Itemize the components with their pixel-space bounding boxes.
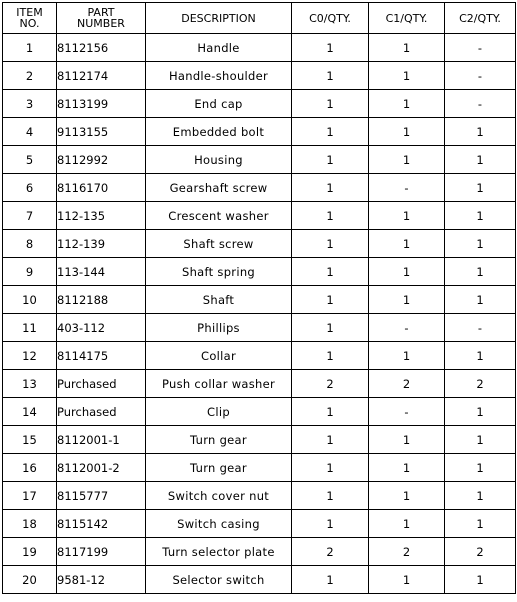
cell-description: Gearshaft screw: [146, 174, 292, 202]
cell-item-no: 15: [3, 426, 57, 454]
cell-c2-qty: 1: [445, 482, 516, 510]
cell-item-no: 7: [3, 202, 57, 230]
cell-c0-qty: 1: [292, 230, 369, 258]
cell-c2-qty: 1: [445, 174, 516, 202]
cell-item-no: 11: [3, 314, 57, 342]
cell-description: Turn gear: [146, 454, 292, 482]
table-row: [3, 566, 516, 594]
cell-description: End cap: [146, 90, 292, 118]
cell-c2-qty: -: [445, 90, 516, 118]
cell-c2-qty: -: [445, 62, 516, 90]
table-row: [3, 62, 516, 90]
cell-c0-qty: 1: [292, 174, 369, 202]
table-row: [3, 426, 516, 454]
table-row: [3, 146, 516, 174]
cell-c0-qty: 1: [292, 314, 369, 342]
cell-part-number: 8115777: [57, 482, 146, 510]
cell-c1-qty: 1: [369, 90, 445, 118]
cell-part-number: Purchased: [57, 370, 146, 398]
cell-c1-qty: 1: [369, 566, 445, 594]
cell-item-no: 4: [3, 118, 57, 146]
cell-item-no: 9: [3, 258, 57, 286]
cell-c0-qty: 1: [292, 342, 369, 370]
cell-part-number: 8112188: [57, 286, 146, 314]
cell-c0-qty: 1: [292, 90, 369, 118]
cell-c2-qty: 1: [445, 566, 516, 594]
table-row: [3, 286, 516, 314]
cell-item-no: 5: [3, 146, 57, 174]
cell-item-no: 2: [3, 62, 57, 90]
cell-c0-qty: 2: [292, 538, 369, 566]
cell-item-no: 14: [3, 398, 57, 426]
cell-item-no: 20: [3, 566, 57, 594]
cell-c1-qty: 2: [369, 370, 445, 398]
cell-c2-qty: -: [445, 34, 516, 62]
cell-c1-qty: 1: [369, 342, 445, 370]
cell-description: Housing: [146, 146, 292, 174]
cell-c1-qty: -: [369, 174, 445, 202]
header-c1-qty: C1/QTY.: [369, 3, 445, 34]
table-row: [3, 370, 516, 398]
cell-c1-qty: 1: [369, 510, 445, 538]
cell-c1-qty: 1: [369, 454, 445, 482]
cell-part-number: Purchased: [57, 398, 146, 426]
cell-description: Shaft spring: [146, 258, 292, 286]
header-c2-qty: C2/QTY.: [445, 3, 516, 34]
cell-part-number: 9581-12: [57, 566, 146, 594]
cell-c0-qty: 1: [292, 118, 369, 146]
cell-c2-qty: 1: [445, 286, 516, 314]
cell-c0-qty: 1: [292, 146, 369, 174]
cell-c2-qty: 1: [445, 118, 516, 146]
cell-item-no: 10: [3, 286, 57, 314]
cell-description: Clip: [146, 398, 292, 426]
cell-part-number: 8114175: [57, 342, 146, 370]
header-item-line1: ITEM: [16, 6, 43, 19]
cell-item-no: 17: [3, 482, 57, 510]
table-row: [3, 230, 516, 258]
cell-c1-qty: 1: [369, 202, 445, 230]
cell-c0-qty: 1: [292, 286, 369, 314]
cell-c1-qty: 1: [369, 34, 445, 62]
cell-part-number: 8115142: [57, 510, 146, 538]
cell-c1-qty: -: [369, 314, 445, 342]
cell-c0-qty: 1: [292, 510, 369, 538]
cell-c2-qty: 1: [445, 258, 516, 286]
table-row: [3, 482, 516, 510]
cell-part-number: 112-139: [57, 230, 146, 258]
cell-c2-qty: 1: [445, 230, 516, 258]
table-row: [3, 398, 516, 426]
cell-c0-qty: 1: [292, 454, 369, 482]
cell-c1-qty: 1: [369, 118, 445, 146]
cell-c2-qty: 2: [445, 538, 516, 566]
bill-of-materials-table: [2, 2, 516, 594]
cell-c0-qty: 1: [292, 398, 369, 426]
cell-c0-qty: 1: [292, 258, 369, 286]
table-row: [3, 538, 516, 566]
cell-description: Turn selector plate: [146, 538, 292, 566]
cell-description: Switch casing: [146, 510, 292, 538]
cell-c1-qty: 1: [369, 286, 445, 314]
cell-item-no: 3: [3, 90, 57, 118]
cell-c2-qty: -: [445, 314, 516, 342]
cell-c1-qty: -: [369, 398, 445, 426]
cell-part-number: 8112992: [57, 146, 146, 174]
header-description: DESCRIPTION: [146, 3, 292, 34]
cell-part-number: 8112174: [57, 62, 146, 90]
cell-c1-qty: 1: [369, 146, 445, 174]
table-row: [3, 90, 516, 118]
table-row: [3, 118, 516, 146]
cell-c2-qty: 1: [445, 510, 516, 538]
cell-item-no: 12: [3, 342, 57, 370]
cell-c1-qty: 2: [369, 538, 445, 566]
cell-item-no: 16: [3, 454, 57, 482]
table-row: [3, 174, 516, 202]
cell-part-number: 9113155: [57, 118, 146, 146]
cell-part-number: 403-112: [57, 314, 146, 342]
cell-part-number: 8117199: [57, 538, 146, 566]
cell-c2-qty: 1: [445, 146, 516, 174]
table-row: [3, 314, 516, 342]
cell-c0-qty: 1: [292, 202, 369, 230]
cell-c2-qty: 1: [445, 454, 516, 482]
cell-item-no: 1: [3, 34, 57, 62]
cell-part-number: 8116170: [57, 174, 146, 202]
cell-description: Turn gear: [146, 426, 292, 454]
header-item-line2: NO.: [19, 17, 40, 30]
cell-description: Shaft screw: [146, 230, 292, 258]
header-part-line1: PART: [87, 6, 115, 19]
cell-part-number: 8112001-1: [57, 426, 146, 454]
cell-part-number: 113-144: [57, 258, 146, 286]
cell-description: Phillips: [146, 314, 292, 342]
cell-c1-qty: 1: [369, 482, 445, 510]
cell-c1-qty: 1: [369, 230, 445, 258]
cell-description: Push collar washer: [146, 370, 292, 398]
cell-item-no: 18: [3, 510, 57, 538]
cell-c0-qty: 1: [292, 566, 369, 594]
table-row: [3, 202, 516, 230]
table-row: [3, 258, 516, 286]
header-part-number: [57, 3, 146, 34]
cell-c0-qty: 1: [292, 34, 369, 62]
table-body: [3, 34, 516, 594]
cell-description: Shaft: [146, 286, 292, 314]
cell-c0-qty: 1: [292, 62, 369, 90]
cell-description: Switch cover nut: [146, 482, 292, 510]
cell-c2-qty: 1: [445, 426, 516, 454]
table-row: [3, 454, 516, 482]
cell-item-no: 6: [3, 174, 57, 202]
table-row: [3, 510, 516, 538]
cell-c0-qty: 2: [292, 370, 369, 398]
cell-description: Handle-shoulder: [146, 62, 292, 90]
cell-description: Crescent washer: [146, 202, 292, 230]
cell-c2-qty: 1: [445, 202, 516, 230]
cell-item-no: 8: [3, 230, 57, 258]
cell-part-number: 8112001-2: [57, 454, 146, 482]
cell-part-number: 112-135: [57, 202, 146, 230]
cell-c2-qty: 1: [445, 398, 516, 426]
table-row: [3, 34, 516, 62]
cell-part-number: 8113199: [57, 90, 146, 118]
cell-item-no: 19: [3, 538, 57, 566]
cell-c1-qty: 1: [369, 62, 445, 90]
cell-c2-qty: 1: [445, 342, 516, 370]
header-item-no: [3, 3, 57, 34]
header-part-line2: NUMBER: [77, 17, 125, 30]
cell-c1-qty: 1: [369, 258, 445, 286]
cell-description: Embedded bolt: [146, 118, 292, 146]
cell-item-no: 13: [3, 370, 57, 398]
cell-description: Handle: [146, 34, 292, 62]
cell-description: Selector switch: [146, 566, 292, 594]
cell-c1-qty: 1: [369, 426, 445, 454]
cell-description: Collar: [146, 342, 292, 370]
cell-part-number: 8112156: [57, 34, 146, 62]
table-row: [3, 342, 516, 370]
cell-c2-qty: 2: [445, 370, 516, 398]
cell-c0-qty: 1: [292, 482, 369, 510]
header-row: [3, 3, 516, 34]
cell-c0-qty: 1: [292, 426, 369, 454]
header-c0-qty: C0/QTY.: [292, 3, 369, 34]
